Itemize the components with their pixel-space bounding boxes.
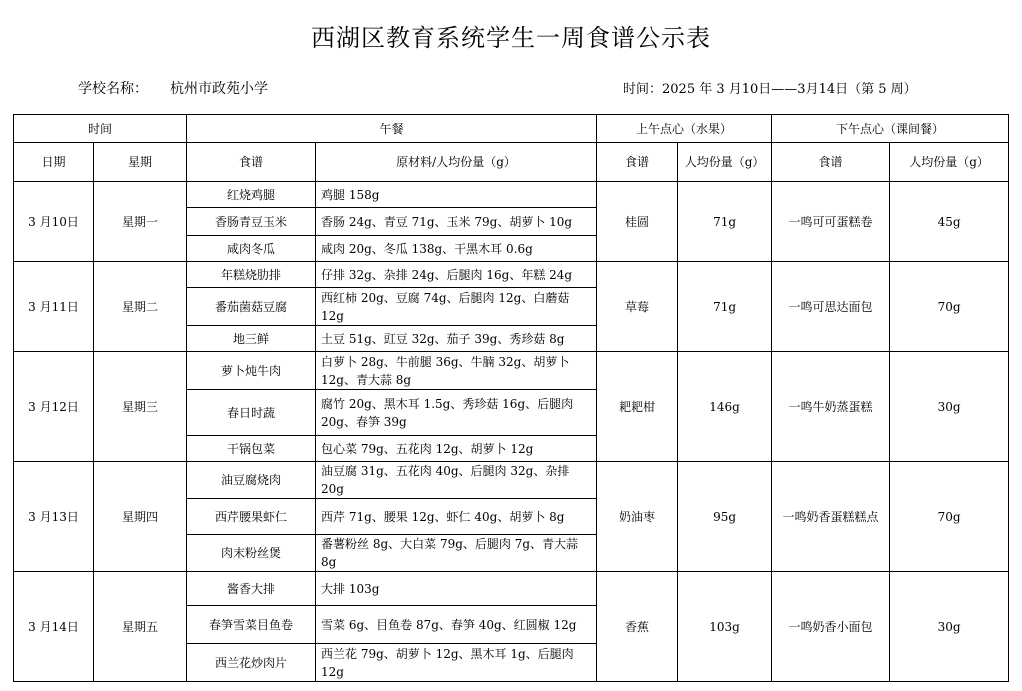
ingredients-cell: 大排 103g — [316, 572, 597, 606]
header-date: 日期 — [14, 143, 94, 182]
ingredients-cell: 仔排 32g、杂排 24g、后腿肉 16g、年糕 24g — [316, 262, 597, 288]
dish-cell: 红烧鸡腿 — [187, 182, 316, 208]
header-time: 时间 — [14, 115, 187, 143]
am-snack-cell: 奶油枣 — [597, 462, 678, 572]
am-portion-cell: 95g — [678, 462, 772, 572]
school-label: 学校名称： — [78, 81, 148, 97]
header-pm-portion: 人均份量（g） — [890, 143, 1009, 182]
dish-cell: 西兰花炒肉片 — [187, 644, 316, 682]
table-row — [14, 352, 1009, 390]
page-title: 西湖区教育系统学生一周食谱公示表 — [311, 24, 711, 52]
dish-cell: 萝卜炖牛肉 — [187, 352, 316, 390]
weekday-cell: 星期一 — [94, 182, 187, 262]
ingredients-cell: 咸肉 20g、冬瓜 138g、干黑木耳 0.6g — [316, 236, 597, 262]
am-snack-cell: 耙耙柑 — [597, 352, 678, 462]
am-portion-cell: 71g — [678, 182, 772, 262]
weekday-cell: 星期二 — [94, 262, 187, 352]
date-cell: 3 月12日 — [14, 352, 94, 462]
table-row — [14, 462, 1009, 499]
pm-portion-cell: 70g — [890, 462, 1009, 572]
dish-cell: 肉末粉丝煲 — [187, 535, 316, 572]
header-lunch: 午餐 — [187, 115, 597, 143]
pm-snack-cell: 一鸣可思达面包 — [772, 262, 890, 352]
header-ingredients: 原材料/人均份量（g） — [316, 143, 597, 182]
weekday-cell: 星期三 — [94, 352, 187, 462]
pm-snack-cell: 一鸣奶香蛋糕糕点 — [772, 462, 890, 572]
weekday-cell: 星期四 — [94, 462, 187, 572]
am-portion-cell: 71g — [678, 262, 772, 352]
header-dish: 食谱 — [187, 143, 316, 182]
date-cell: 3 月11日 — [14, 262, 94, 352]
dish-cell: 年糕烧肋排 — [187, 262, 316, 288]
ingredients-cell: 西兰花 79g、胡萝卜 12g、黑木耳 1g、后腿肉 12g — [316, 644, 597, 682]
pm-portion-cell: 45g — [890, 182, 1009, 262]
date-cell: 3 月14日 — [14, 572, 94, 682]
dish-cell: 地三鲜 — [187, 326, 316, 352]
pm-portion-cell: 30g — [890, 572, 1009, 682]
ingredients-cell: 白萝卜 28g、牛前腿 36g、牛腩 32g、胡萝卜 12g、青大蒜 8g — [316, 352, 597, 390]
am-snack-cell: 桂圆 — [597, 182, 678, 262]
ingredients-cell: 西红柿 20g、豆腐 74g、后腿肉 12g、白蘑菇 12g — [316, 288, 597, 326]
ingredients-cell: 包心菜 79g、五花肉 12g、胡萝卜 12g — [316, 436, 597, 462]
table-row — [14, 572, 1009, 606]
menu-table — [13, 114, 1009, 682]
ingredients-cell: 番薯粉丝 8g、大白菜 79g、后腿肉 7g、青大蒜 8g — [316, 535, 597, 572]
pm-snack-cell: 一鸣牛奶蒸蛋糕 — [772, 352, 890, 462]
header-am-dish: 食谱 — [597, 143, 678, 182]
dish-cell: 干锅包菜 — [187, 436, 316, 462]
pm-snack-cell: 一鸣可可蛋糕卷 — [772, 182, 890, 262]
pm-snack-cell: 一鸣奶香小面包 — [772, 572, 890, 682]
header-am-portion: 人均份量（g） — [678, 143, 772, 182]
pm-portion-cell: 30g — [890, 352, 1009, 462]
header-am-snack: 上午点心（水果） — [597, 115, 772, 143]
school-info — [78, 78, 268, 98]
dish-cell: 西芹腰果虾仁 — [187, 499, 316, 535]
period: 时间：2025 年 3 月10日——3月14日（第 5 周） — [623, 82, 917, 97]
ingredients-cell: 西芹 71g、腰果 12g、虾仁 40g、胡萝卜 8g — [316, 499, 597, 535]
school-name: 杭州市政苑小学 — [170, 81, 268, 97]
table-row — [14, 182, 1009, 208]
date-cell: 3 月13日 — [14, 462, 94, 572]
ingredients-cell: 土豆 51g、豇豆 32g、茄子 39g、秀珍菇 8g — [316, 326, 597, 352]
am-snack-cell: 草莓 — [597, 262, 678, 352]
dish-cell: 咸肉冬瓜 — [187, 236, 316, 262]
header-pm-snack: 下午点心（课间餐） — [772, 115, 1009, 143]
am-portion-cell: 103g — [678, 572, 772, 682]
ingredients-cell: 香肠 24g、青豆 71g、玉米 79g、胡萝卜 10g — [316, 208, 597, 236]
ingredients-cell: 腐竹 20g、黑木耳 1.5g、秀珍菇 16g、后腿肉 20g、春笋 39g — [316, 390, 597, 436]
ingredients-cell: 鸡腿 158g — [316, 182, 597, 208]
weekday-cell: 星期五 — [94, 572, 187, 682]
dish-cell: 酱香大排 — [187, 572, 316, 606]
pm-portion-cell: 70g — [890, 262, 1009, 352]
ingredients-cell: 雪菜 6g、目鱼卷 87g、春笋 40g、红圆椒 12g — [316, 606, 597, 644]
dish-cell: 香肠青豆玉米 — [187, 208, 316, 236]
table-row — [14, 262, 1009, 288]
header-pm-dish: 食谱 — [772, 143, 890, 182]
dish-cell: 春日时蔬 — [187, 390, 316, 436]
dish-cell: 油豆腐烧肉 — [187, 462, 316, 499]
dish-cell: 春笋雪菜目鱼卷 — [187, 606, 316, 644]
ingredients-cell: 油豆腐 31g、五花肉 40g、后腿肉 32g、杂排 20g — [316, 462, 597, 499]
am-portion-cell: 146g — [678, 352, 772, 462]
header-weekday: 星期 — [94, 143, 187, 182]
date-cell: 3 月10日 — [14, 182, 94, 262]
dish-cell: 番茄菌菇豆腐 — [187, 288, 316, 326]
am-snack-cell: 香蕉 — [597, 572, 678, 682]
